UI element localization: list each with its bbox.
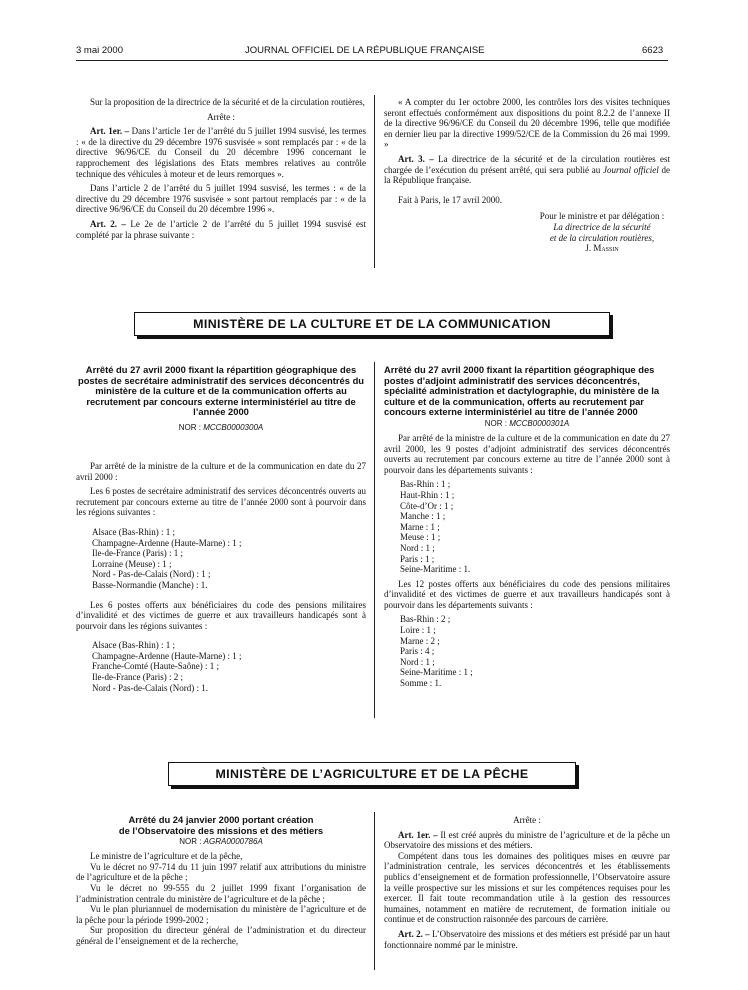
culture-column-divider xyxy=(374,362,375,718)
list-item: Seine-Maritime : 1 ; xyxy=(400,667,473,678)
list-item: Seine-Maritime : 1. xyxy=(400,564,471,575)
signature-line: La directrice de la sécurité xyxy=(553,221,651,232)
arrete-heading: Arrête : xyxy=(207,111,235,122)
top-column-divider xyxy=(374,95,375,268)
list-item: Marne : 2 ; xyxy=(400,635,440,646)
arrete-heading: Arrête : xyxy=(513,815,541,825)
article-label: Art. 1er. – xyxy=(90,126,130,137)
ministry-banner-agriculture: MINISTÈRE DE L’AGRICULTURE ET DE LA PÊCHE xyxy=(168,762,576,786)
nor-label: NOR : xyxy=(179,837,204,847)
article-label: Art. 2. – xyxy=(398,928,430,939)
article-2 xyxy=(384,929,670,950)
list-item: Champagne-Ardenne (Haute-Marne) : 1 ; xyxy=(92,650,242,661)
article-text: Dans l’article 1er de l’arrêté du 5 juillet 1994 susvisé, les termes : « de la directive du 29 décembre 1976 susvisée » sont remplacés par : « de la directive 96/96/CE du Conseil du 20 décembre 1996 concernant le rapprochement des législations des Etats membres relatives au contrôle technique des véhicules à moteur et de leurs remorques ». xyxy=(76,126,366,179)
decree-title: Arrêté du 27 avril 2000 fixant la répartition géographique des postes d’adjoint administratif des services déconcentrés, spécialité administration et dactylographie, du ministère de la culture et de la communication, offerts au recrutement par concours externe interministériel au titre de l’année 2000 xyxy=(384,364,660,418)
list-item: Bas-Rhin : 1 ; xyxy=(400,479,451,490)
list-item: Manche : 1 ; xyxy=(400,511,446,522)
article-label: Art. 1er. – xyxy=(398,829,438,840)
article-label: Art. 2. – xyxy=(90,218,126,229)
paragraph: Le ministre de l’agriculture et de la pêche, xyxy=(90,851,243,862)
signature-place-date: Fait à Paris, le 17 avril 2000. xyxy=(398,194,502,205)
article-label: Art. 3. – xyxy=(398,153,434,164)
list-item: Meuse : 1 ; xyxy=(400,532,441,543)
signature-block xyxy=(384,211,670,253)
list-item: Champagne-Ardenne (Haute-Marne) : 1 ; xyxy=(92,537,242,548)
article-text: Il est créé auprès du ministre de l’agriculture et de la pêche un Observatoire des missions et des métiers. xyxy=(384,829,671,851)
region-list xyxy=(76,527,366,591)
list-item: Ile-de-France (Paris) : 2 ; xyxy=(92,672,183,683)
article-2 xyxy=(76,219,366,240)
paragraph: Sur proposition du directeur général de l’administration et du directeur général de l’enseignement et de la recherche, xyxy=(76,925,366,946)
nor-code: MCCB0000300A xyxy=(203,422,264,432)
list-item: Côte-d’Or : 1 ; xyxy=(400,500,454,511)
list-item: Paris : 1 ; xyxy=(400,553,435,564)
signature-name: J. Massin xyxy=(585,243,619,254)
paragraph: Les 12 postes offerts aux bénéficiaires du code des pensions militaires d’invalidité et des victimes de guerre et aux travailleurs handicapés sont à pourvoir dans les départements suivants : xyxy=(384,578,670,610)
agri-column-divider xyxy=(374,812,375,970)
list-item: Alsace (Bas-Rhin) : 1 ; xyxy=(92,526,175,537)
nor-reference xyxy=(76,836,366,847)
quote-paragraph: « A compter du 1er octobre 2000, les contrôles lors des visites techniques seront effectués conformément aux dispositions du point 8.2.2 de l’annexe II de la directive 96/96/CE du Conseil du 20 décembre 1996, telle que modifiée en dernier lieu par la directive 1999/52/CE de la Commission du 26 mai 1999. » xyxy=(384,97,670,150)
culture-right-column xyxy=(384,365,670,689)
paragraph: Par arrêté de la ministre de la culture et de la communication en date du 27 avril 2000 : xyxy=(76,460,366,482)
article-text: Le 2e de l’article 2 de l’arrêté du 5 juillet 1994 susvisé est complété par la phrase suivante : xyxy=(76,218,366,240)
department-list xyxy=(384,614,670,688)
paragraph: Par arrêté de la ministre de la culture et de la communication en date du 27 avril 2000, les 9 postes d’adjoint administratif des services déconcentrés ouverts au recrutement par concours externe au titre de l’année 2000 sont à pourvoir dans les départements suivants : xyxy=(384,432,670,475)
decree-title-line: de l’Observatoire des missions et des métiers xyxy=(118,824,324,836)
list-item: Basse-Normandie (Manche) : 1. xyxy=(92,579,208,590)
paragraph: Vu le décret no 99-555 du 2 juillet 1999 fixant l’organisation de l’administration centrale du ministère de l’agriculture et de la pêche ; xyxy=(76,882,366,904)
signature-line: Pour le ministre et par délégation : xyxy=(539,211,665,222)
agri-left-column xyxy=(76,815,366,947)
agri-right-column xyxy=(384,815,670,950)
list-item: Ile-de-France (Paris) : 1 ; xyxy=(92,548,183,559)
list-item: Franche-Comté (Haute-Saône) : 1 ; xyxy=(92,661,219,672)
list-item: Bas-Rhin : 2 ; xyxy=(400,614,451,625)
header-journal-title: JOURNAL OFFICIEL DE LA RÉPUBLIQUE FRANÇAISE xyxy=(245,45,485,56)
nor-label: NOR : xyxy=(178,422,204,432)
list-item: Paris : 4 ; xyxy=(400,646,435,657)
paragraph: Les 6 postes de secrétaire administratif des services déconcentrés ouverts au recrutement par concours externe au titre de l’année 2000 sont à pourvoir dans les régions suivantes : xyxy=(76,486,366,518)
header-page-number: 6623 xyxy=(642,45,664,56)
article-text: La directrice de la sécurité et de la circulation routières est chargée de l’exécution du présent arrêté, qui sera publié au xyxy=(384,153,670,175)
article-text: de la République française. xyxy=(384,164,670,186)
culture-left-column xyxy=(76,365,366,693)
list-item: Loire : 1 ; xyxy=(400,625,436,636)
list-item: Nord - Pas-de-Calais (Nord) : 1 ; xyxy=(92,569,211,580)
top-left-column xyxy=(76,97,366,240)
list-item: Nord - Pas-de-Calais (Nord) : 1. xyxy=(92,682,208,693)
list-item: Alsace (Bas-Rhin) : 1 ; xyxy=(92,640,175,651)
article-1 xyxy=(76,126,366,179)
list-item: Somme : 1. xyxy=(400,678,442,689)
nor-reference xyxy=(384,418,670,429)
nor-reference xyxy=(76,422,366,433)
nor-code: MCCB0000301A xyxy=(509,418,570,428)
paragraph: Vu le plan pluriannuel de modernisation du ministère de l’agriculture et de la pêche pour la période 1999-2002 ; xyxy=(76,904,366,925)
paragraph: Les 6 postes offerts aux bénéficiaires du code des pensions militaires d’invalidité et des victimes de guerre et aux travailleurs handicapés sont à pourvoir dans les régions suivantes : xyxy=(76,599,366,631)
paragraph: Sur la proposition de la directrice de la sécurité et de la circulation routières, xyxy=(90,97,365,107)
article-1 xyxy=(384,830,670,851)
list-item: Marne : 1 ; xyxy=(400,521,440,532)
list-item: Haut-Rhin : 1 ; xyxy=(400,489,455,500)
nor-label: NOR : xyxy=(484,418,510,428)
article-3 xyxy=(384,154,670,186)
paragraph: Vu le décret no 97-714 du 11 juin 1997 relatif aux attributions du ministre de l’agriculture et de la pêche ; xyxy=(76,861,366,883)
decree-title: Arrêté du 27 avril 2000 fixant la répartition géographique des postes de secrétaire administratif des services déconcentrés du ministère de la culture et de la communication offerts au recrutement par concours externe interministériel au titre de l’année 2000 xyxy=(77,364,365,418)
region-list xyxy=(76,640,366,693)
list-item: Nord : 1 ; xyxy=(400,542,435,553)
top-right-column xyxy=(384,97,670,254)
list-item: Lorraine (Meuse) : 1 ; xyxy=(92,558,172,569)
signature-line: et de la circulation routières, xyxy=(549,232,655,243)
journal-name: Journal officiel xyxy=(603,164,659,175)
paragraph: Compétent dans tous les domaines des politiques mises en œuvre par l’administration centrale, les services déconcentrés et les établissements publics d’enseignement et de formation professionnelle, l’Observatoire assure la veille prospective sur les missions et sur les compétences requises pour les exercer. Il fait toute recommandation utile à la gestion des ressources humaines, notamment en matière de recrutement, de formation initiale ou continue et de construction raisonnée des parcours de carrière. xyxy=(384,850,670,925)
decree-title-line: Arrêté du 24 janvier 2000 portant création xyxy=(128,814,314,825)
article-text: L’Observatoire des missions et des métiers est présidé par un haut fonctionnaire nommé par le ministre. xyxy=(384,928,670,950)
paragraph: Dans l’article 2 de l’arrêté du 5 juillet 1994 susvisé, les termes : « de la directive du 29 décembre 1976 susvisée » sont partout remplacés par : « de la directive 96/96/CE du Conseil du 20 décembre 1996 ». xyxy=(76,183,366,215)
ministry-banner-culture: MINISTÈRE DE LA CULTURE ET DE LA COMMUNICATION xyxy=(134,312,610,336)
header-rule xyxy=(76,60,668,61)
list-item: Nord : 1 ; xyxy=(400,656,435,667)
header-date: 3 mai 2000 xyxy=(76,45,124,56)
department-list xyxy=(384,479,670,574)
nor-code: AGRA0000786A xyxy=(203,837,263,847)
